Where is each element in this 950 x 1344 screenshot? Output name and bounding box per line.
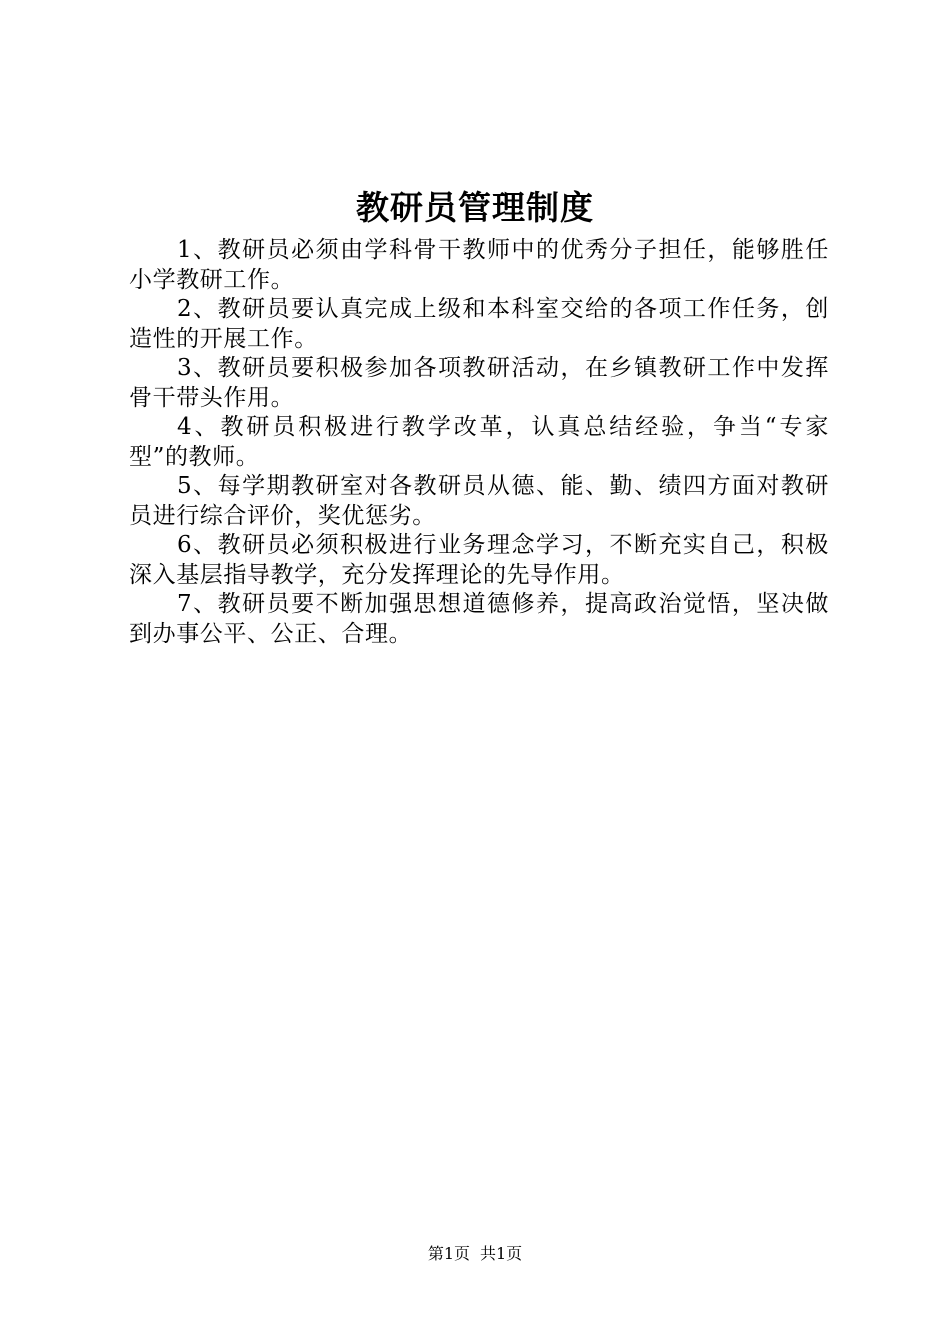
document-title: 教研员管理制度 <box>356 188 594 227</box>
paragraph-6: 6、教研员必须积极进行业务理念学习，不断充实自己，积极深入基层指导教学，充分发挥理论的先导作用。 <box>129 532 829 588</box>
paragraph-4: 4、教研员积极进行教学改革，认真总结经验，争当“专家型”的教师。 <box>129 414 829 470</box>
paragraph-5: 5、每学期教研室对各教研员从德、能、勤、绩四方面对教研员进行综合评价，奖优惩劣。 <box>129 473 829 529</box>
page-footer <box>0 1243 950 1265</box>
paragraph-1: 1、教研员必须由学科骨干教师中的优秀分子担任，能够胜任小学教研工作。 <box>129 237 829 293</box>
page-number-current: 第1页 <box>427 1244 470 1263</box>
paragraph-2: 2、教研员要认真完成上级和本科室交给的各项工作任务，创造性的开展工作。 <box>129 296 829 352</box>
page-number-total: 共1页 <box>480 1244 523 1263</box>
document-body <box>129 236 829 649</box>
paragraph-7: 7、教研员要不断加强思想道德修养，提高政治觉悟，坚决做到办事公平、公正、合理。 <box>129 591 829 647</box>
paragraph-3: 3、教研员要积极参加各项教研活动，在乡镇教研工作中发挥骨干带头作用。 <box>129 355 829 411</box>
